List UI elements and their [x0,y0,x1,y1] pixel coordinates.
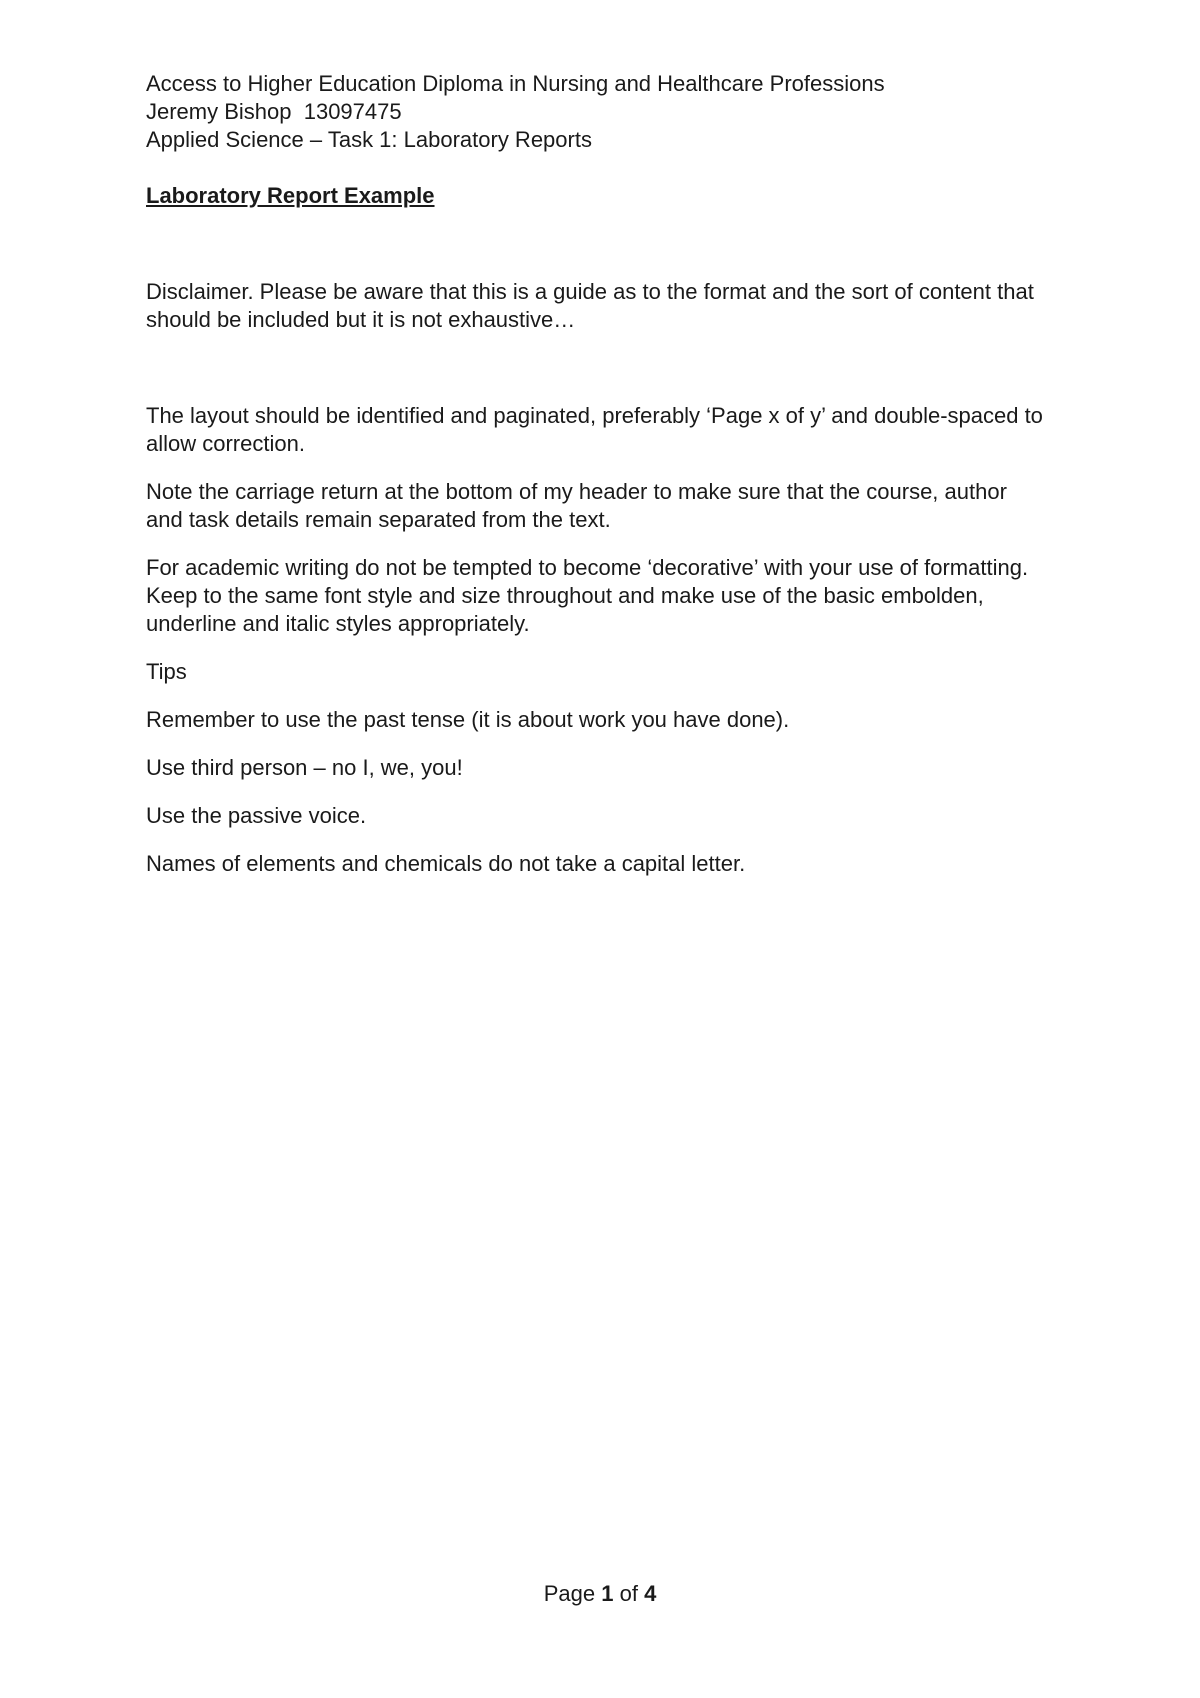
tip-past-tense: Remember to use the past tense (it is about work you have done). [146,707,790,732]
tip-third-person: Use third person – no I, we, you! [146,755,463,780]
paragraph-layout: The layout should be identified and paginated, preferably ‘Page x of y’ and double-spaced to allow correction. [146,403,1043,456]
current-page-number: 1 [601,1581,614,1606]
total-page-count: 4 [644,1581,657,1606]
page-label: Page [543,1581,596,1606]
header-course: Access to Higher Education Diploma in Nursing and Healthcare Professions [146,71,885,96]
tip-element-names: Names of elements and chemicals do not take a capital letter. [146,851,746,876]
document-title: Laboratory Report Example [146,183,435,208]
paragraph-formatting: For academic writing do not be tempted to become ‘decorative’ with your use of formatting. Keep to the same font style and size throughout and make use of the basic embolden, underline and italic styles appropriately. [146,555,1029,636]
disclaimer-paragraph: Disclaimer. Please be aware that this is a guide as to the format and the sort of content that should be included but it is not exhaustive… [146,279,1034,332]
header-task: Applied Science – Task 1: Laboratory Reports [146,127,592,152]
paragraph-header-note: Note the carriage return at the bottom of my header to make sure that the course, author and task details remain separated from the text. [146,479,1007,532]
of-label: of [619,1581,638,1606]
header-author: Jeremy Bishop 13097475 [146,99,402,124]
tips-heading: Tips [146,659,187,684]
tip-passive-voice: Use the passive voice. [146,803,367,828]
document-body [146,70,1046,898]
page-footer [0,1580,1200,1608]
